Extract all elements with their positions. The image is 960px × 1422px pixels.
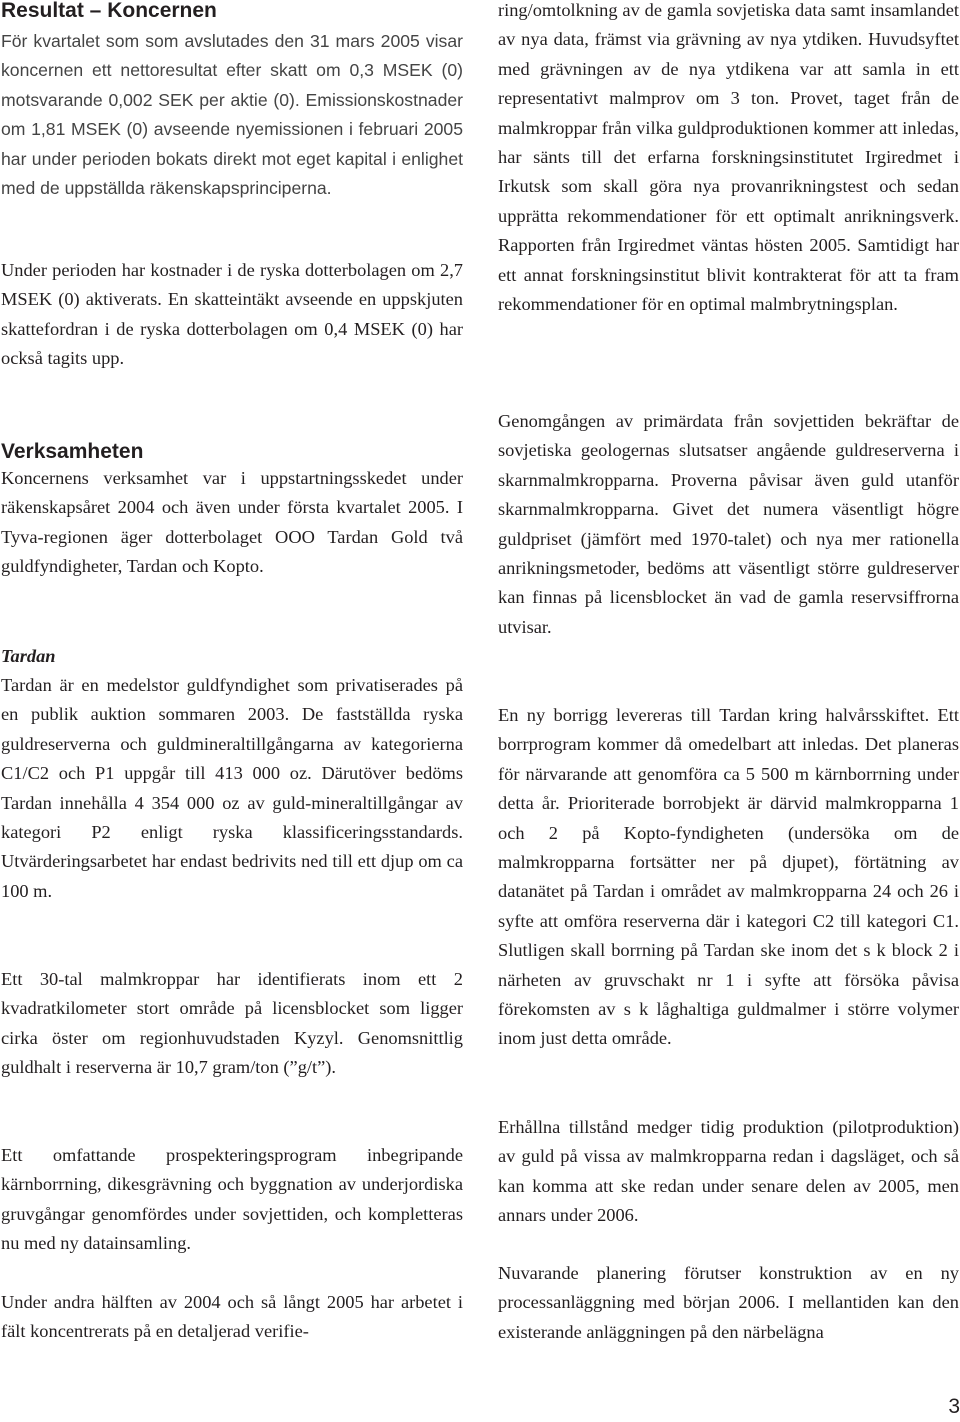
paragraph-primary-data: Genomgången av primärdata från sovjettiden bekräftar de sovjetiska geologernas slutsatser angående guldreserverna i skarnmalmkropparna. Proverna påvisar även guld utanför skarnmalmkropparna. Givet det numera väsentligt högre guldpriset (jämfört med 1970-talet) och nya mer rationella anrikningsmetoder, bedöms att väsentligt större guldreserver kan finnas på licensblocket än vad de gamla reservsiffrorna utvisar. [498, 411, 959, 637]
heading-business: Verksamheten [1, 440, 144, 463]
paragraph-exploration: Ett omfattande prospekteringsprogram inbegripande kärnborrning, dikesgrävning och byggnation av underjordiska gruvgångar genomfördes under sovjettiden, och kompletteras nu med ny datainsamling. [1, 1145, 463, 1254]
paragraph-drilling: En ny borrigg levereras till Tardan kring halvårsskiftet. Ett borrprogram kommer då omedelbart att inledas. Det planeras för närvarande att genomföra ca 5 500 m kärnborrning under detta år. Prioriterade borrobjekt är därvid malmkropparna 1 och 2 på Kopto-fyndigheten (undersöka om de malmkropparna fortsätter ner på djupet), förtätning av datanätet på Tardan i området av malmkropparna 24 och 26 i syfte att omföra reserverna där i kategori C2 till kategori C1. Slutligen skall borrning på Tardan ske inom det s k block 2 i närheten av gruvschakt nr 1 i syfte att försöka påvisa förekomsten av s k låghaltiga guldmalmer i större volymer inom just detta område. [498, 705, 959, 1049]
paragraph-verification: ring/omtolkning av de gamla sovjetiska data samt insamlandet av nya data, främst via grävning av nya ytdiken. Huvudsyftet med grävningen av de nya ytdikena var att samla in ett representativt malmprov om 3 ton. Provet, taget från de malmkroppar från vilka guldproduktionen kommer att inledas, har sänts till det erfarna forskningsinstitutet Irgiredmet i Irkutsk som skall göra nya provanrikningstest och sedan upprätta rekommendationer för ett optimalt anrikningsverk. Rapporten från Irgiredmet väntas hösten 2005. Samtidigt har ett annat forskningsinstitut blivit kontrakterat för att ta fram rekommendationer för en optimal malmbrytningsplan. [498, 0, 959, 315]
paragraph-fieldwork: Under andra hälften av 2004 och så långt 2005 har arbetet i fält koncentrerats på en detaljerad verifie- [1, 1292, 463, 1342]
paragraph-business: Koncernens verksamhet var i uppstartningsskedet under räkenskapsåret 2004 och även under första kvartalet 2005. I Tyva-regionen äger dotterbolaget OOO Tardan Gold två guldfyndigheter, Tardan och Kopto. [1, 468, 463, 577]
paragraph-permits: Erhållna tillstånd medger tidig produktion (pilotproduktion) av guld på vissa av malmkropparna redan i dagsläget, och så kan komma att ske redan under senare delen av 2005, men annars under 2006. [498, 1117, 959, 1226]
page-number: 3 [948, 1395, 960, 1418]
paragraph-processing-plant: Nuvarande planering förutser konstruktion av en ny processanläggning med början 2006. I mellantiden kan den existerande anläggningen på den närbelägna [498, 1263, 959, 1342]
paragraph-result-costs: Under perioden har kostnader i de ryska dotterbolagen om 2,7 MSEK (0) aktiverats. En skatteintäkt avseende en uppskjuten skattefordran i de ryska dotterbolagen om 0,4 MSEK (0) har också tagits upp. [1, 260, 463, 369]
subheading-tardan: Tardan [1, 646, 56, 666]
paragraph-result-quarter: För kvartalet som som avslutades den 31 mars 2005 visar koncernen ett nettoresultat efter skatt om 0,3 MSEK (0) motsvarande 0,002 SEK per aktie (0). Emissionskostnader om 1,81 MSEK (0) avseende nyemissionen i februari 2005 har under perioden bokats direkt mot eget kapital i enlighet med de uppställda räkenskapsprinciperna. [1, 31, 463, 199]
heading-result: Resultat – Koncernen [1, 0, 217, 22]
paragraph-orebodies: Ett 30-tal malmkroppar har identifierats inom ett 2 kvadratkilometer stort område på licensblocket som ligger cirka öster om regionhuvudstaden Kyzyl. Genomsnittlig guldhalt i reserverna är 10,7 gram/ton (”g/t”). [1, 969, 463, 1078]
paragraph-tardan: Tardan är en medelstor guldfyndighet som privatiserades på en publik auktion sommaren 2003. De fastställda ryska guldreserverna och guldmineraltillgångarna av kategorierna C1/C2 och P1 uppgår till 413 000 oz. Därutöver bedöms Tardan innehålla 4 354 000 oz av guld-mineraltillgångar av kategori P2 enligt ryska klassificeringsstandards. Utvärderingsarbetet har endast bedrivits ned till ett djup om ca 100 m. [1, 675, 463, 901]
